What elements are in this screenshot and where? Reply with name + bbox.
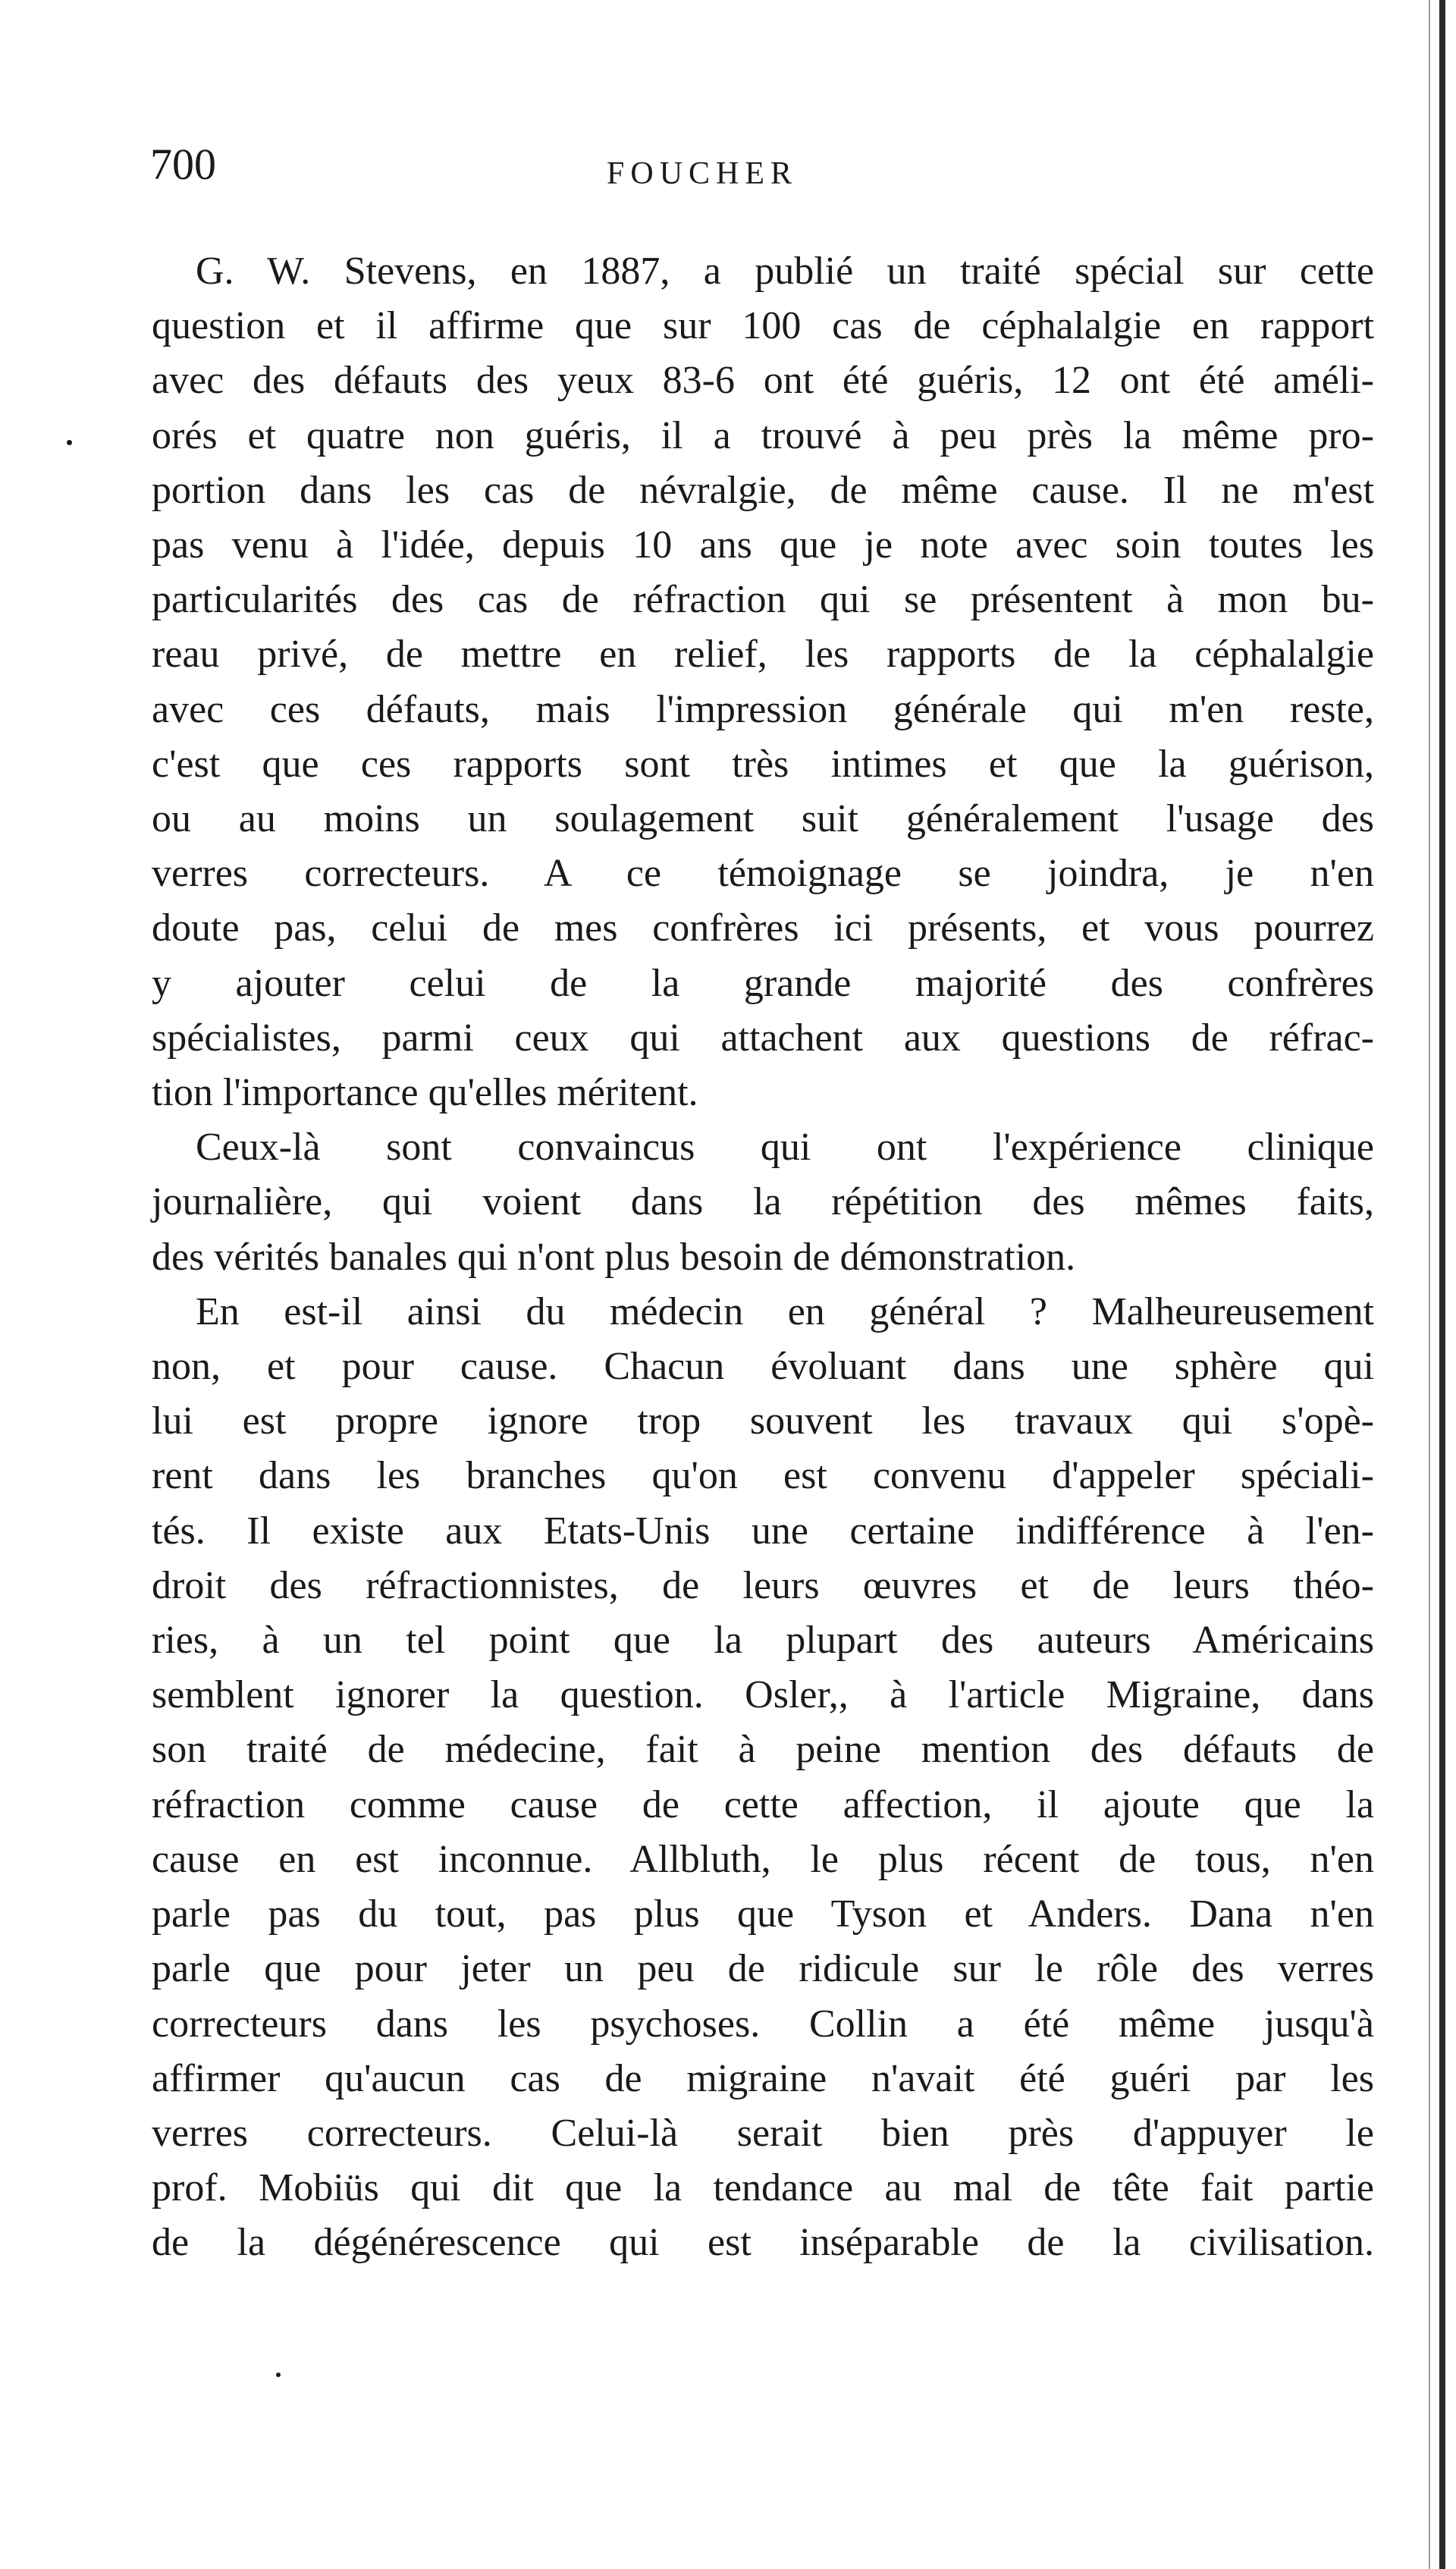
text-line: pas venu à l'idée, depuis 10 ans que je note avec soin toutes les bbox=[152, 523, 1374, 567]
text-line: semblent ignorer la question. Osler,, à l'article Migraine, dans bbox=[152, 1673, 1374, 1717]
text-line: avec des défauts des yeux 83-6 ont été guéris, 12 ont été améli- bbox=[152, 359, 1374, 403]
text-line: c'est que ces rapports sont très intimes et que la guérison, bbox=[152, 742, 1374, 786]
text-line: avec ces défauts, mais l'impression générale qui m'en reste, bbox=[152, 687, 1374, 731]
text-line: affirmer qu'aucun cas de migraine n'avait été guéri par les bbox=[152, 2056, 1374, 2100]
text-line: journalière, qui voient dans la répétition des mêmes faits, bbox=[152, 1180, 1374, 1224]
text-line: droit des réfractionnistes, de leurs œuvres et de leurs théo- bbox=[152, 1563, 1374, 1607]
text-line: des vérités banales qui n'ont plus besoin de démonstration. bbox=[152, 1235, 1076, 1279]
text-line: particularités des cas de réfraction qui se présentent à mon bu- bbox=[152, 578, 1374, 622]
text-line: spécialistes, parmi ceux qui attachent aux questions de réfrac- bbox=[152, 1016, 1374, 1060]
text-line: correcteurs dans les psychoses. Collin a été même jusqu'à bbox=[152, 2002, 1374, 2046]
page-number: 700 bbox=[150, 140, 216, 189]
body-text bbox=[152, 244, 1374, 2271]
margin-dot-mark bbox=[276, 2373, 281, 2377]
text-line: G. W. Stevens, en 1887, a publié un traité spécial sur cette bbox=[196, 250, 1374, 293]
text-line: y ajouter celui de la grande majorité des confrères bbox=[152, 961, 1374, 1005]
text-line: question et il affirme que sur 100 cas de céphalalgie en rapport bbox=[152, 304, 1374, 348]
text-line: doute pas, celui de mes confrères ici présents, et vous pourrez bbox=[152, 906, 1374, 950]
running-title: FOUCHER bbox=[607, 156, 799, 191]
text-line: ries, à un tel point que la plupart des auteurs Américains bbox=[152, 1619, 1374, 1663]
text-line: rent dans les branches qu'on est convenu d'appeler spéciali- bbox=[152, 1454, 1374, 1498]
text-line: portion dans les cas de névralgie, de même cause. Il ne m'est bbox=[152, 468, 1374, 512]
page-edge-shadow bbox=[1429, 0, 1430, 2569]
text-line: orés et quatre non guéris, il a trouvé à peu près la même pro- bbox=[152, 413, 1374, 457]
text-line: réfraction comme cause de cette affection, il ajoute que la bbox=[152, 1782, 1374, 1826]
text-line: tés. Il existe aux Etats-Unis une certaine indifférence à l'en- bbox=[152, 1509, 1374, 1553]
text-line: parle pas du tout, pas plus que Tyson et Anders. Dana n'en bbox=[152, 1892, 1374, 1936]
text-line: ou au moins un soulagement suit généralement l'usage des bbox=[152, 797, 1374, 841]
text-line: parle que pour jeter un peu de ridicule sur le rôle des verres bbox=[152, 1947, 1374, 1991]
text-line: verres correcteurs. A ce témoignage se joindra, je n'en bbox=[152, 852, 1374, 896]
text-line: cause en est inconnue. Allbluth, le plus récent de tous, n'en bbox=[152, 1837, 1374, 1881]
text-line: En est-il ainsi du médecin en général ? Malheureusement bbox=[196, 1289, 1374, 1333]
margin-dot-mark bbox=[67, 440, 72, 445]
text-line: verres correcteurs. Celui-là serait bien près d'appuyer le bbox=[152, 2111, 1374, 2155]
text-line: tion l'importance qu'elles méritent. bbox=[152, 1071, 698, 1115]
text-line: Ceux-là sont convaincus qui ont l'expérience clinique bbox=[196, 1126, 1374, 1170]
text-line: non, et pour cause. Chacun évoluant dans une sphère qui bbox=[152, 1345, 1374, 1389]
text-line: reau privé, de mettre en relief, les rapports de la céphalalgie bbox=[152, 633, 1374, 677]
text-line: prof. Mobiüs qui dit que la tendance au mal de tête fait partie bbox=[152, 2166, 1374, 2210]
text-line: lui est propre ignore trop souvent les travaux qui s'opè- bbox=[152, 1399, 1374, 1443]
page-edge-binding bbox=[1439, 0, 1445, 2569]
text-line: son traité de médecine, fait à peine mention des défauts de bbox=[152, 1728, 1374, 1772]
text-line: de la dégénérescence qui est inséparable de la civilisation. bbox=[152, 2221, 1374, 2265]
